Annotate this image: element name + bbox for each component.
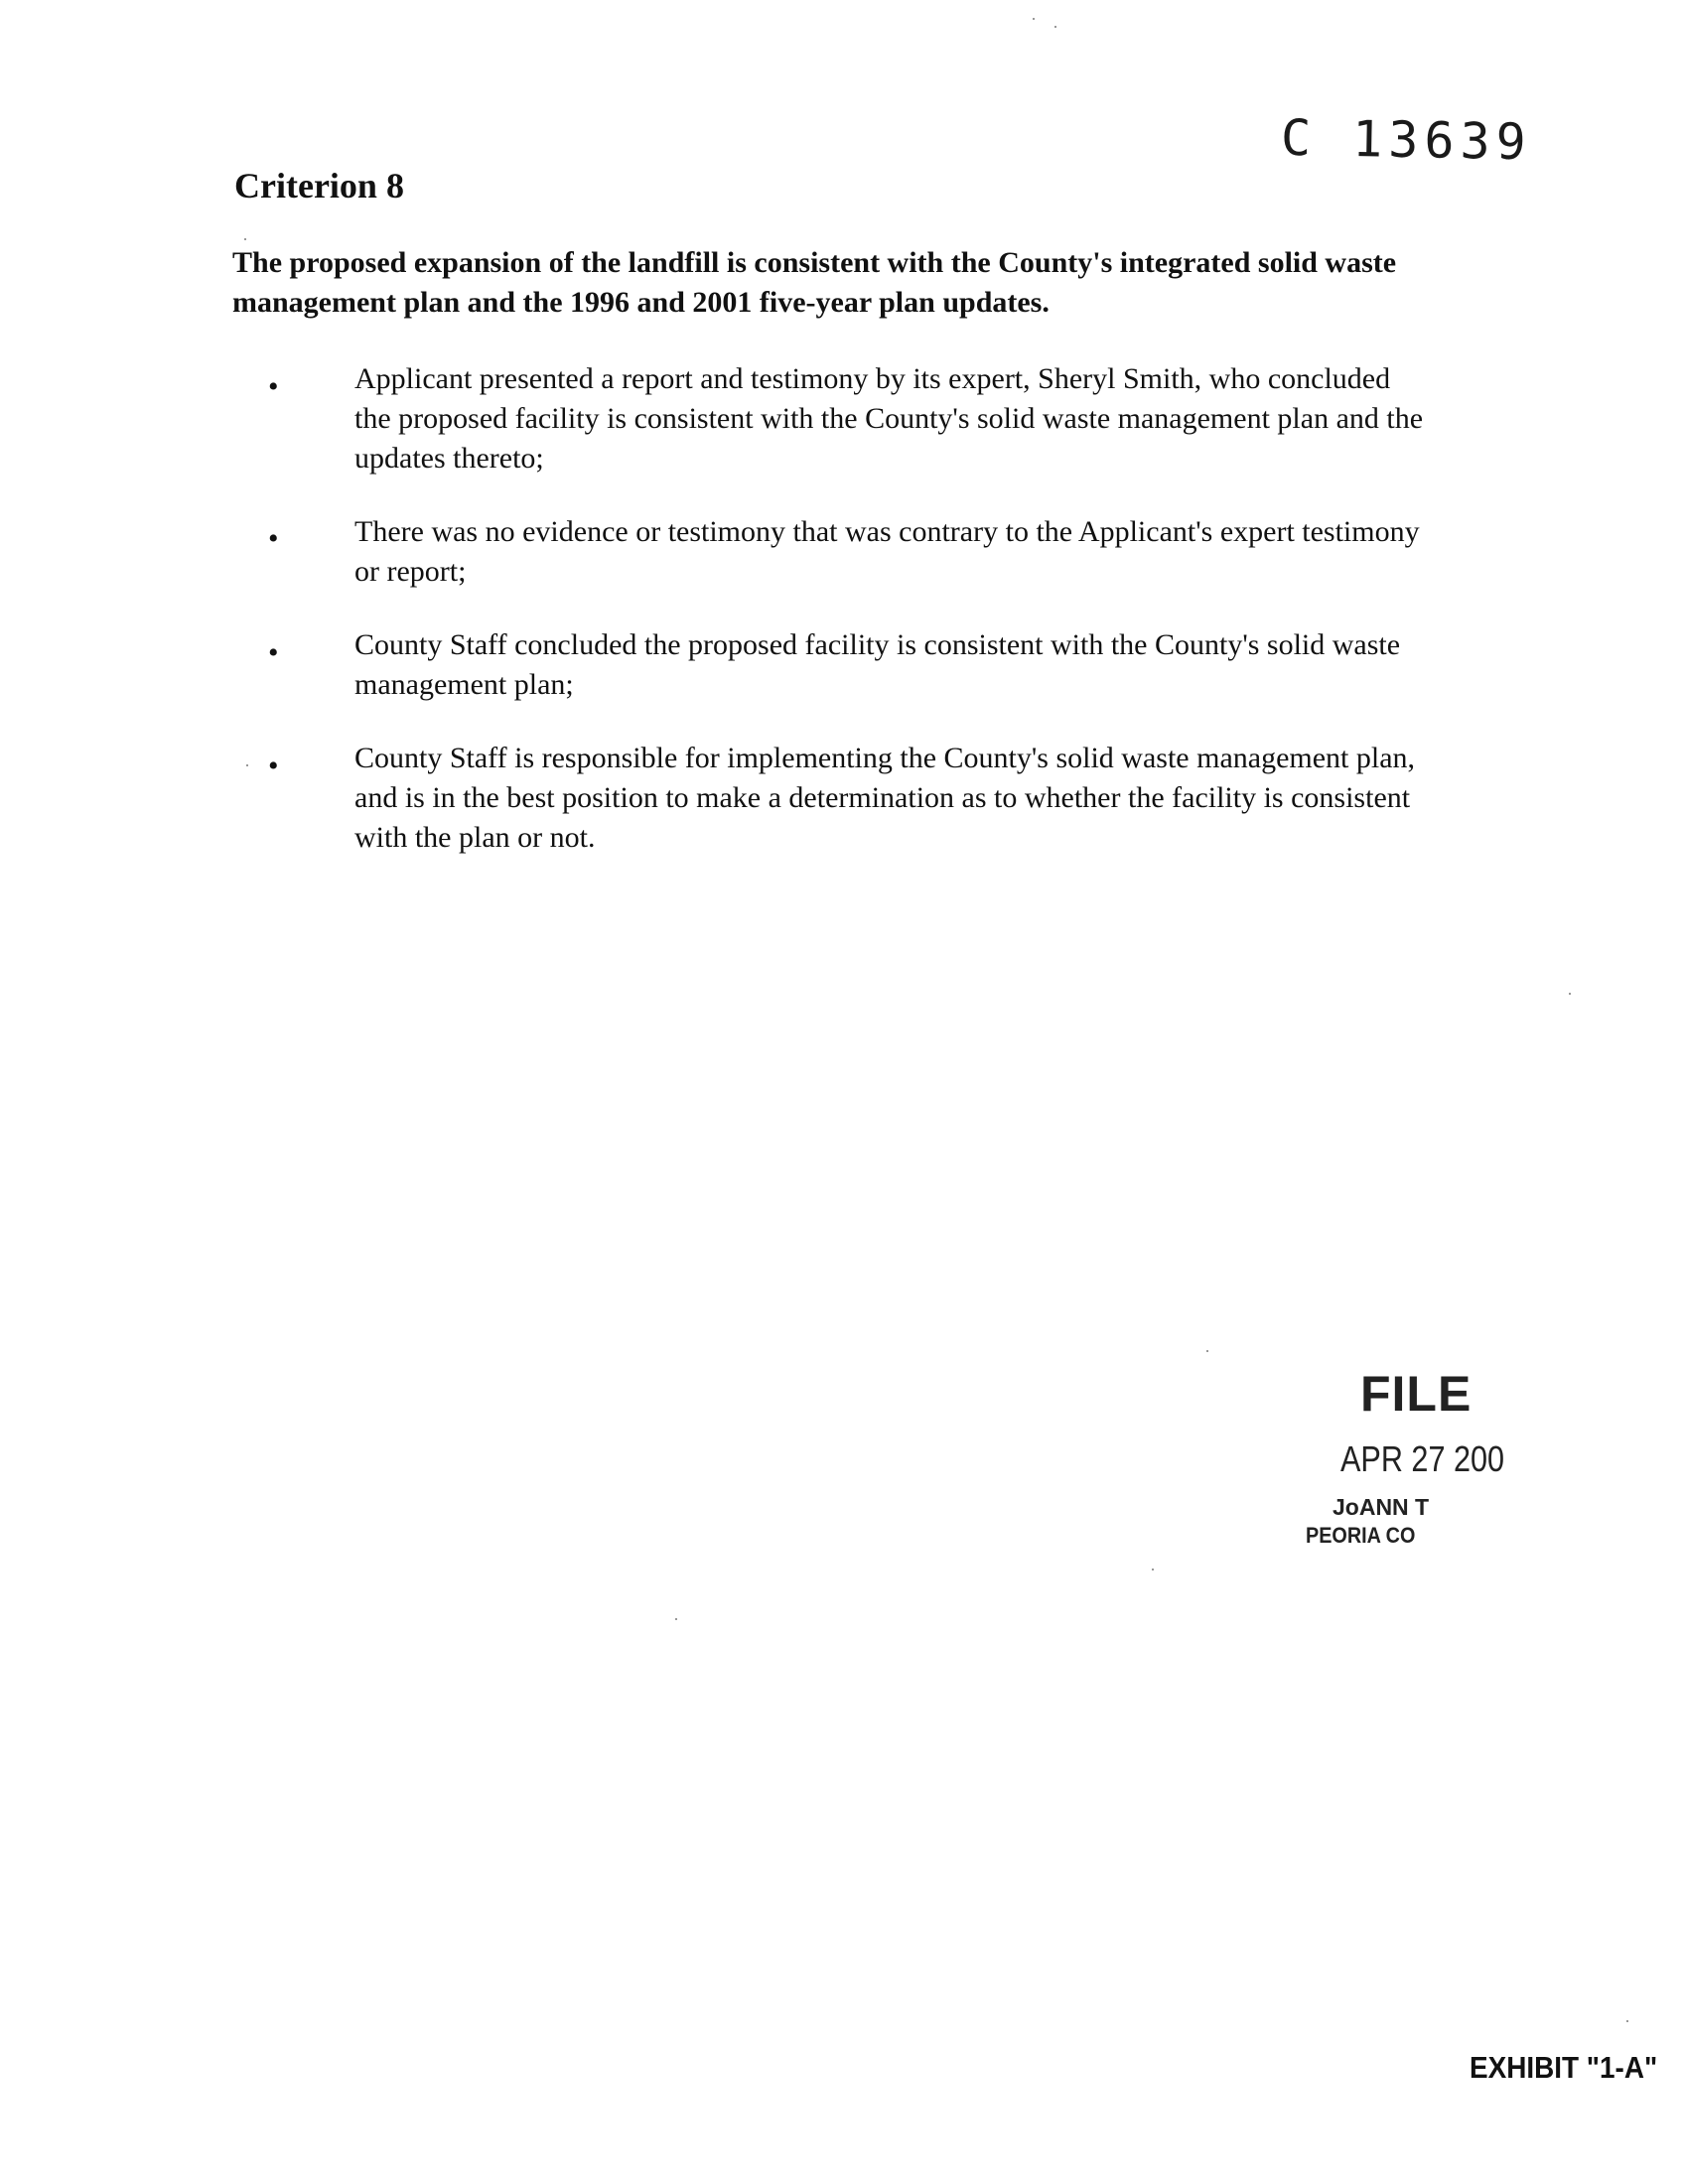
exhibit-label: EXHIBIT "1-A" [1470, 2050, 1658, 2085]
finding-item-2: There was no evidence or testimony that was contrary to the Applicant's expert testimony or report; [354, 515, 1420, 588]
bullet-marker: • [268, 522, 279, 555]
page-number: C 13639 [1280, 108, 1533, 172]
finding-item-3: County Staff concluded the proposed facility is consistent with the County's solid waste management plan; [354, 628, 1401, 701]
finding-item-4: County Staff is responsible for implementing the County's solid waste management plan, and is in the best position to make a determination as to whether the facility is consistent with the plan or not. [354, 742, 1416, 854]
criterion-statement: The proposed expansion of the landfill is consistent with the County's integrated solid waste management plan and the 1996 and 2001 five-year plan updates. [232, 246, 1397, 319]
scan-speck [1033, 18, 1035, 20]
scan-speck [1152, 1569, 1154, 1570]
scan-speck [1054, 26, 1056, 28]
scan-speck [1569, 993, 1571, 995]
scan-speck [244, 238, 246, 240]
scan-speck [1206, 1350, 1208, 1352]
scan-speck [1626, 2020, 1628, 2022]
bullet-marker: • [268, 370, 279, 403]
filed-stamp-date: APR 27 200 [1340, 1438, 1505, 1479]
criterion-heading: Criterion 8 [234, 166, 404, 205]
finding-item-1: Applicant presented a report and testimony by its expert, Sheryl Smith, who concluded the proposed facility is consistent with the County's solid waste management plan and the updates thereto; [354, 362, 1424, 475]
filed-stamp-county: PEORIA CO [1306, 1523, 1416, 1548]
filed-stamp-title: FILE [1360, 1366, 1473, 1422]
scan-speck [675, 1618, 677, 1620]
scan-speck [246, 764, 248, 766]
bullet-marker: • [268, 750, 279, 782]
filed-stamp-name: JoANN T [1333, 1494, 1430, 1520]
bullet-marker: • [268, 636, 279, 669]
